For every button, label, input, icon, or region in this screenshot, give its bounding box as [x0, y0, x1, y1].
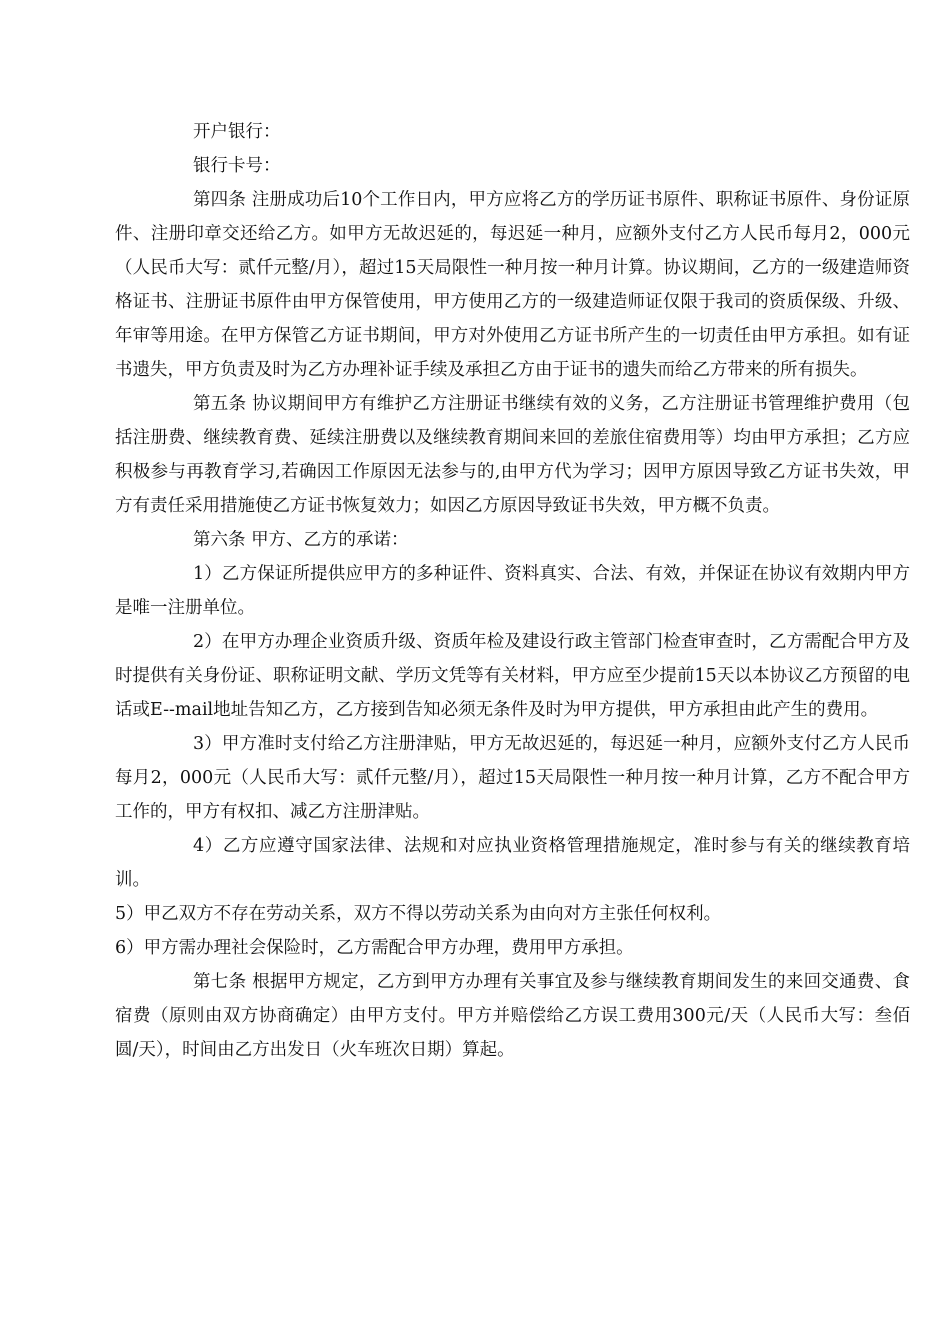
- paragraph-article-6-item-2: 2）在甲方办理企业资质升级、资质年检及建设行政主管部门检查审查时，乙方需配合甲方及时提供有关身份证、职称证明文献、学历文凭等有关材料，甲方应至少提前15天以本协议乙方预留的电话或E--mail地址告知乙方，乙方接到告知必须无条件及时为甲方提供，甲方承担由此产生的费用。: [115, 632, 910, 720]
- paragraph-article-5: 第五条 协议期间甲方有维护乙方注册证书继续有效的义务，乙方注册证书管理维护费用（包括注册费、继续教育费、延续注册费以及继续教育期间来回的差旅住宿费用等）均由甲方承担；乙方应积极参与再教育学习,若确因工作原因无法参与的,由甲方代为学习；因甲方原因导致乙方证书失效，甲方有责任采用措施使乙方证书恢复效力；如因乙方原因导致证书失效，甲方概不负责。: [115, 394, 910, 516]
- paragraph-article-6-item-5: 5）甲乙双方不存在劳动关系，双方不得以劳动关系为由向对方主张任何权利。: [115, 904, 722, 924]
- paragraph-article-4: 第四条 注册成功后10个工作日内，甲方应将乙方的学历证书原件、职称证书原件、身份证原件、注册印章交还给乙方。如甲方无故迟延的，每迟延一种月，应额外支付乙方人民币每月2，000元（人民币大写：贰仟元整/月），超过15天局限性一种月按一种月计算。协议期间，乙方的一级建造师资格证书、注册证书原件由甲方保管使用，甲方使用乙方的一级建造师证仅限于我司的资质保级、升级、年审等用途。在甲方保管乙方证书期间，甲方对外使用乙方证书所产生的一切责任由甲方承担。如有证书遗失，甲方负责及时为乙方办理补证手续及承担乙方由于证书的遗失而给乙方带来的所有损失。: [115, 190, 910, 380]
- paragraph-bank-name: 开户银行：: [193, 122, 281, 142]
- paragraph-article-6-item-6: 6）甲方需办理社会保险时，乙方需配合甲方办理，费用甲方承担。: [115, 938, 634, 958]
- paragraph-article-6-item-4: 4）乙方应遵守国家法律、法规和对应执业资格管理措施规定，准时参与有关的继续教育培训。: [115, 836, 910, 890]
- contract-body: [115, 115, 910, 1067]
- paragraph-article-6-item-1: 1）乙方保证所提供应甲方的多种证件、资料真实、合法、有效，并保证在协议有效期内甲方是唯一注册单位。: [115, 564, 910, 618]
- paragraph-article-6-heading: 第六条 甲方、乙方的承诺：: [193, 530, 409, 550]
- paragraph-article-6-item-3: 3）甲方准时支付给乙方注册津贴，甲方无故迟延的，每迟延一种月，应额外支付乙方人民币每月2，000元（人民币大写：贰仟元整/月），超过15天局限性一种月按一种月计算，乙方不配合甲方工作的，甲方有权扣、减乙方注册津贴。: [115, 734, 910, 822]
- paragraph-article-7: 第七条 根据甲方规定，乙方到甲方办理有关事宜及参与继续教育期间发生的来回交通费、食宿费（原则由双方协商确定）由甲方支付。甲方并赔偿给乙方误工费用300元/天（人民币大写：叁佰圆/天），时间由乙方出发日（火车班次日期）算起。: [115, 972, 910, 1060]
- paragraph-bank-card: 银行卡号：: [193, 156, 281, 176]
